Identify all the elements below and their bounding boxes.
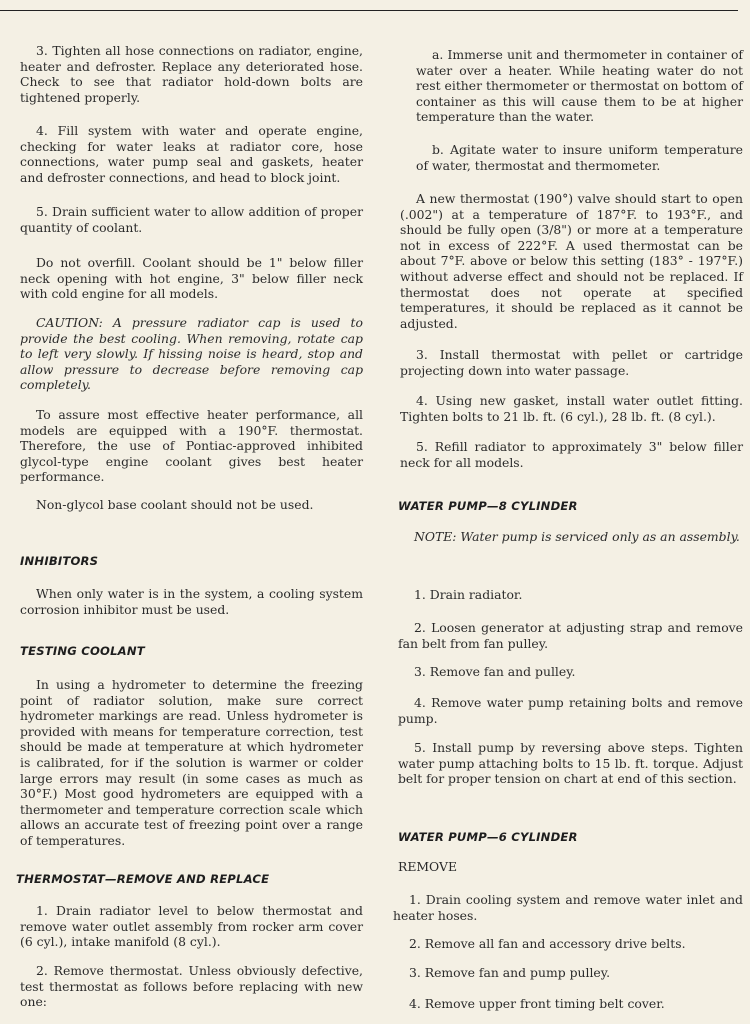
paragraph-pump8-step-5: 5. Install pump by reversing above steps. Tighten water pump attaching bolts to 15 lb. ft. torque. Adjust belt for proper tension on chart at end of this section. [398,740,743,787]
heading-thermostat-remove-replace: THERMOSTAT—REMOVE AND REPLACE [16,872,270,886]
paragraph-step-5: 5. Drain sufficient water to allow addition of proper quantity of coolant. [20,204,363,235]
paragraph-install-outlet-fitting: 4. Using new gasket, install water outlet fitting. Tighten bolts to 21 lb. ft. (6 cyl.), 28 lb. ft. (8 cyl.). [400,393,743,424]
heading-water-pump-6-cylinder: WATER PUMP—6 CYLINDER [398,830,578,844]
paragraph-heater-performance: To assure most effective heater performance, all models are equipped with a 190°F. thermostat. Therefore, the use of Pontiac-approved inhibited glycol-type engine coolant gives best heater performance. [20,407,363,485]
paragraph-thermostat-step-1: 1. Drain radiator level to below thermostat and remove water outlet assembly from rocker arm cover (6 cyl.), intake manifold (8 cyl.). [20,903,363,950]
subheading-remove: REMOVE [398,859,457,874]
paragraph-pump8-step-3: 3. Remove fan and pulley. [414,664,576,679]
paragraph-step-4: 4. Fill system with water and operate engine, checking for water leaks at radiator core, hose connections, water pump seal and gaskets, heater and defroster connections, and head to block joint. [20,123,363,185]
paragraph-pump8-step-4: 4. Remove water pump retaining bolts and remove pump. [398,695,743,726]
paragraph-water-pump-note: NOTE: Water pump is serviced only as an assembly. [414,529,740,544]
paragraph-pump6-step-4: 4. Remove upper front timing belt cover. [409,996,665,1011]
paragraph-refill-radiator: 5. Refill radiator to approximately 3" below filler neck for all models. [400,439,743,470]
paragraph-pump8-step-2: 2. Loosen generator at adjusting strap and remove fan belt from fan pulley. [398,620,743,651]
paragraph-test-step-a: a. Immerse unit and thermometer in container of water over a heater. While heating water do not rest either thermometer or thermostat on bottom of container as this will cause them to be at higher temperature than the water. [416,47,743,125]
paragraph-install-thermostat: 3. Install thermostat with pellet or cartridge projecting down into water passage. [400,347,743,378]
paragraph-testing-coolant: In using a hydrometer to determine the freezing point of radiator solution, make sure correct hydrometer markings are read. Unless hydrometer is provided with means for temperature correction, test should be made at temperature at which hydrometer is calibrated, for if the solution is warmer or colder large errors may result (in some cases as much as 30°F.) Most good hydrometers are equipped with a thermometer and temperature correction scale which allows an accurate test of freezing point over a range of temperatures. [20,677,363,848]
paragraph-thermostat-step-2: 2. Remove thermostat. Unless obviously defective, test thermostat as follows before replacing with new one: [20,963,363,1010]
heading-water-pump-8-cylinder: WATER PUMP—8 CYLINDER [398,499,578,513]
paragraph-pump8-step-1: 1. Drain radiator. [414,587,523,602]
paragraph-do-not-overfill: Do not overfill. Coolant should be 1" below filler neck opening with hot engine, 3" below filler neck with cold engine for all models. [20,255,363,302]
paragraph-caution: CAUTION: A pressure radiator cap is used to provide the best cooling. When removing, rotate cap to left very slowly. If hissing noise is heard, stop and allow pressure to decrease before removing cap completely. [20,315,363,393]
paragraph-new-thermostat-spec: A new thermostat (190°) valve should start to open (.002") at a temperature of 187°F. to 193°F., and should be fully open (3/8") or more at a temperature not in excess of 222°F. A used thermostat can be about 7°F. above or below this setting (183° - 197°F.) without adverse effect and should not be replaced. If thermostat does not operate at specified temperatures, it should be replaced as it cannot be adjusted. [400,191,743,331]
paragraph-step-3: 3. Tighten all hose connections on radiator, engine, heater and defroster. Replace any deteriorated hose. Check to see that radiator hold-down bolts are tightened properly. [20,43,363,105]
paragraph-pump6-step-2: 2. Remove all fan and accessory drive belts. [409,936,686,951]
paragraph-inhibitors: When only water is in the system, a cooling system corrosion inhibitor must be used. [20,586,363,617]
paragraph-non-glycol: Non-glycol base coolant should not be used. [36,497,314,512]
top-rule [0,10,738,11]
heading-testing-coolant: TESTING COOLANT [20,644,145,658]
paragraph-pump6-step-1: 1. Drain cooling system and remove water inlet and heater hoses. [393,892,743,923]
paragraph-test-step-b: b. Agitate water to insure uniform temperature of water, thermostat and thermometer. [416,142,743,173]
heading-inhibitors: INHIBITORS [20,554,99,568]
paragraph-pump6-step-3: 3. Remove fan and pump pulley. [409,965,611,980]
